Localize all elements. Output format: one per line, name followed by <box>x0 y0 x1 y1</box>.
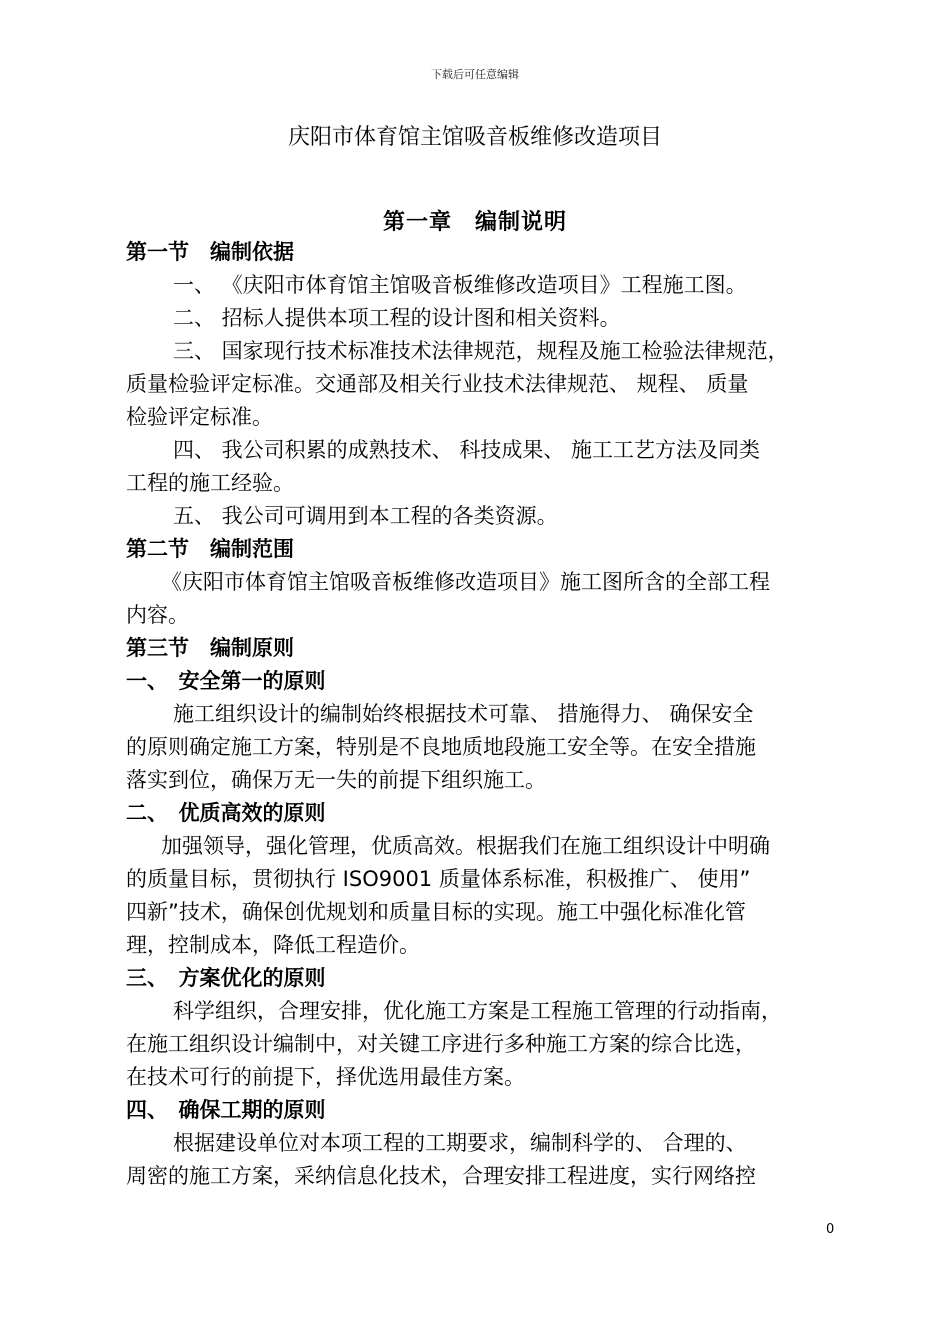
paragraph-line: 二、 招标人提供本项工程的设计图和相关资料。 <box>173 306 621 330</box>
paragraph-line: 质量检验评定标准。交通部及相关行业技术法律规范、 规程、 质量 <box>126 372 749 396</box>
paragraph-line: 五、 我公司可调用到本工程的各类资源。 <box>173 504 558 528</box>
paragraph-line: 工程的施工经验。 <box>126 471 294 495</box>
section-heading: 第三节 编制原则 <box>126 636 294 660</box>
paragraph-line: 的质量目标，贯彻执行 ISO9001 质量体系标准，积极推广、 使用” <box>126 867 751 891</box>
paragraph-line: 三、 国家现行技术标准技术法律规范，规程及施工检验法律规范， <box>173 339 789 363</box>
paragraph-line: 科学组织，合理安排，优化施工方案是工程施工管理的行动指南， <box>173 999 782 1023</box>
document-title: 庆阳市体育馆主馆吸音板维修改造项目 <box>287 125 662 150</box>
section-heading: 三、 方案优化的原则 <box>126 966 326 990</box>
section-heading: 第一节 编制依据 <box>126 240 294 264</box>
paragraph-line: 检验评定标准。 <box>126 405 273 429</box>
paragraph-line: 四、 我公司积累的成熟技术、 科技成果、 施工工艺方法及同类 <box>173 438 761 462</box>
section-heading: 第二节 编制范围 <box>126 537 294 561</box>
paragraph-line: 根据建设单位对本项工程的工期要求，编制科学的、 合理的、 <box>173 1131 747 1155</box>
paragraph-line: 周密的施工方案，采纳信息化技术，合理安排工程进度，实行网络控 <box>126 1164 756 1188</box>
paragraph-line: 施工组织设计的编制始终根据技术可靠、 措施得力、 确保安全 <box>173 702 754 726</box>
paragraph-line: 加强领导，强化管理，优质高效。根据我们在施工组织设计中明确 <box>161 834 770 858</box>
paragraph-line: 四新”技术，确保创优规划和质量目标的实现。施工中强化标准化管 <box>126 900 746 924</box>
chapter-heading: 第一章 编制说明 <box>382 210 567 235</box>
paragraph-line: 理，控制成本，降低工程造价。 <box>126 933 420 957</box>
page-number: 0 <box>826 1222 835 1237</box>
document-body <box>126 236 838 1193</box>
paragraph-line: 落实到位，确保万无一失的前提下组织施工。 <box>126 768 546 792</box>
paragraph-line: 在技术可行的前提下，择优选用最佳方案。 <box>126 1065 525 1089</box>
paragraph-line: 《庆阳市体育馆主馆吸音板维修改造项目》施工图所含的全部工程 <box>161 570 770 594</box>
paragraph-line: 的原则确定施工方案，特别是不良地质地段施工安全等。在安全措施 <box>126 735 756 759</box>
paragraph-line: 内容。 <box>126 603 189 627</box>
paragraph-line: 一、 《庆阳市体育馆主馆吸音板维修改造项目》工程施工图。 <box>173 273 747 297</box>
section-heading: 四、 确保工期的原则 <box>126 1098 326 1122</box>
header-note: 下载后可任意编辑 <box>431 68 519 81</box>
section-heading: 一、 安全第一的原则 <box>126 669 326 693</box>
section-heading: 二、 优质高效的原则 <box>126 801 326 825</box>
paragraph-line: 在施工组织设计编制中，对关键工序进行多种施工方案的综合比选， <box>126 1032 756 1056</box>
